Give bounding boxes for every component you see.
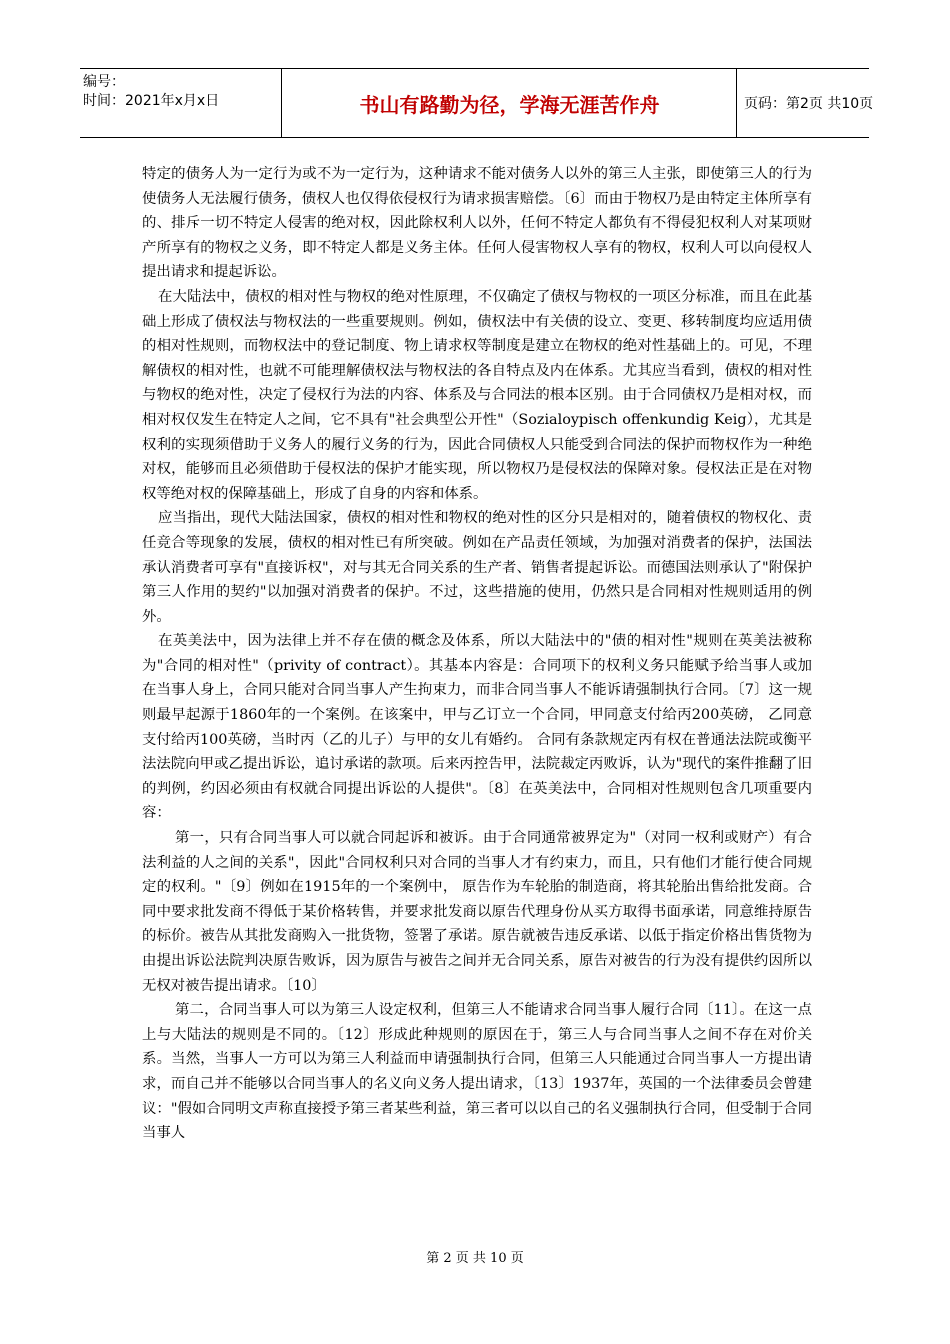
header-page-info: 页码：第2页 共10页: [744, 96, 874, 112]
body-paragraph: 特定的债务人为一定行为或不为一定行为，这种请求不能对债务人以外的第三人主张，即使第三人的行为使债务人无法履行债务，债权人也仅得依侵权行为请求损害赔偿。〔6〕而由于物权乃是由特定主体所享有的、排斥一切不特定人侵害的绝对权，因此除权利人以外，任何不特定人都负有不得侵犯权利人对某项财产所享有的物权之义务，即不特定人都是义务主体。任何人侵害物权人享有的物权，权利人可以向侵权人提出请求和提起诉讼。: [142, 166, 812, 281]
document-number-label: 编号：: [83, 74, 125, 90]
body-paragraph: 在英美法中，因为法律上并不存在债的概念及体系，所以大陆法中的"债的相对性"规则在英美法被称为"合同的相对性"（privity of contract）。其基本内容是：合同项下的权利义务只能赋予给当事人或加在当事人身上，合同只能对合同当事人产生拘束力，而非合同当事人不能诉请强制执行合同。〔7〕这一规则最早起源于1860年的一个案例。在该案中，甲与乙订立一个合同，甲同意支付给丙200英磅， 乙同意支付给丙100英磅，当时丙（乙的儿子）与甲的女儿有婚约。 合同有条款规定丙有权在普通法法院或衡平法法院向甲或乙提出诉讼，追讨承诺的款项。后来丙控告甲，法院裁定丙败诉，认为"现代的案件推翻了旧的判例，约因必须由有权就合同提出诉讼的人提供"。〔8〕在英美法中，合同相对性规则包含几项重要内容：: [142, 633, 812, 822]
page-header: [80, 68, 874, 138]
page-footer: 第 2 页 共 10 页: [426, 1251, 524, 1266]
header-meta: [80, 69, 281, 137]
body-paragraph: 第二，合同当事人可以为第三人设定权利，但第三人不能请求合同当事人履行合同〔11〕。在这一点上与大陆法的规则是不同的。〔12〕形成此种规则的原因在于，第三人与合同当事人之间不存在对价关系。当然，当事人一方可以为第三人利益而申请强制执行合同，但第三人只能通过合同当事人一方提出请求，而自己并不能够以合同当事人的名义向义务人提出请求，〔13〕1937年，英国的一个法律委员会曾建议："假如合同明文声称直接授予第三者某些利益，第三者可以以自己的名义强制执行合同，但受制于合同当事人: [142, 1002, 812, 1142]
body-paragraph: 在大陆法中，债权的相对性与物权的绝对性原理，不仅确定了债权与物权的一项区分标准，而且在此基础上形成了债权法与物权法的一些重要规则。例如，债权法中有关债的设立、变更、移转制度均应适用债的相对性规则，而物权法中的登记制度、物上请求权等制度是建立在物权的绝对性基础上的。可见，不理解债权的相对性，也就不可能理解债权法与物权法的各自特点及内在体系。尤其应当看到，债权的相对性与物权的绝对性，决定了侵权行为法的内容、体系及与合同法的根本区别。由于合同债权乃是相对权，而相对权仅发生在特定人之间，它不具有"社会典型公开性"（Sozialoypisch offenkundig Keig），尤其是权利的实现须借助于义务人的履行义务的行为，因此合同债权人只能受到合同法的保护而物权作为一种绝对权，能够而且必须借助于侵权法的保护才能实现，所以物权乃是侵权法的保障对象。侵权法正是在对物权等绝对权的保障基础上，形成了自身的内容和体系。: [142, 288, 812, 502]
document-time-label: 时间：2021年x月x日: [83, 93, 220, 109]
document-body: [142, 162, 812, 1146]
body-paragraph: 第一，只有合同当事人可以就合同起诉和被诉。由于合同通常被界定为"（对同一权利或财产）有合法利益的人之间的关系"，因此"合同权利只对合同的当事人才有约束力，而且，只有他们才能行使合同规定的权利。"〔9〕例如在1915年的一个案例中， 原告作为车轮胎的制造商，将其轮胎出售给批发商。合同中要求批发商不得低于某价格转售，并要求批发商以原告代理身份从买方取得书面承诺，同意维持原告的标价。被告从其批发商购入一批货物，签署了承诺。原告就被告违反承诺、以低于指定价格出售货物为由提出诉讼法院判决原告败诉，因为原告与被告之间并无合同关系，原告对被告的行为没有提供约因所以无权对被告提出请求。〔10〕: [142, 830, 812, 994]
body-paragraph: 应当指出，现代大陆法国家，债权的相对性和物权的绝对性的区分只是相对的，随着债权的物权化、责任竞合等现象的发展，债权的相对性已有所突破。例如在产品责任领域，为加强对消费者的保护，法国法承认消费者可享有"直接诉权"，对与其无合同关系的生产者、销售者提起诉讼。而德国法则承认了"附保护第三人作用的契约"以加强对消费者的保护。不过，这些措施的使用，仍然只是合同相对性规则适用的例外。: [142, 510, 812, 625]
header-motto: 书山有路勤为径，学海无涯苦作舟: [359, 92, 660, 117]
